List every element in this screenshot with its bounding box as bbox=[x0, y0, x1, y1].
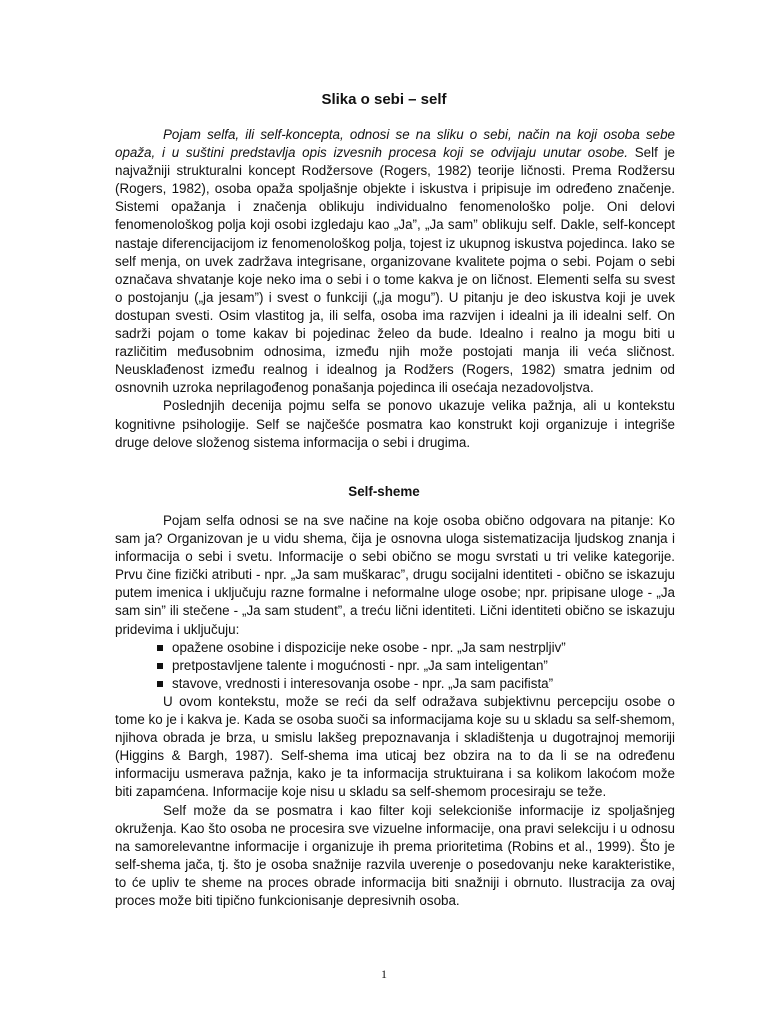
list-item: stavove, vrednosti i interesovanja osobe - npr. „Ja sam pacifista” bbox=[115, 675, 675, 693]
list-item: pretpostavljene talente i mogućnosti - npr. „Ja sam inteligentan” bbox=[115, 657, 675, 675]
page-number: 1 bbox=[381, 967, 387, 981]
square-bullet-icon bbox=[157, 663, 163, 669]
square-bullet-icon bbox=[157, 645, 163, 651]
section-heading-self-sheme: Self-sheme bbox=[348, 484, 420, 499]
lead-italic-sentence: Pojam selfa, ili self-koncepta, odnosi se na sliku o sebi, način na koji osoba sebe opaža, i u suštini predstavlja opis izvesnih procesa koji se odvijaju unutar osobe. bbox=[115, 127, 675, 161]
bullet-list bbox=[115, 639, 675, 693]
document-title: Slika o sebi – self bbox=[321, 91, 447, 108]
section-intro bbox=[115, 126, 675, 452]
section-self-sheme bbox=[115, 512, 675, 910]
square-bullet-icon bbox=[157, 681, 163, 687]
paragraph-cognitive: Poslednjih decenija pojmu selfa se ponovo ukazuje velika pažnja, ali u kontekstu kognitivne psihologije. Self se najčešće posmatra kao konstrukt koji organizuje i integriše druge delove složenog sistema informacija o sebi i drugima. bbox=[115, 398, 675, 450]
paragraph-self-filter: Self može da se posmatra i kao filter koji selekcioniše informacije iz spoljašnjeg okruženja. Kao što osoba ne procesira sve vizuelne informacije, ona pravi selekciju i u odnosu na samorelevantne informacije i organizuje ih prema prioritetima (Robins et al., 1999). Što je self-shema jača, tj. što je osoba snažnije razvila uverenje o posedovanju neke karakteristike, to će upliv te sheme na proces obrade informacija biti snažniji i obrnuto. Ilustracija za ovaj proces može biti tipično funkcionisanje depresivnih osoba. bbox=[115, 802, 675, 908]
paragraph-self-categories: Pojam selfa odnosi se na sve načine na koje osoba obično odgovara na pitanje: Ko sam ja? Organizovan je u vidu shema, čija je osnovna uloga sistematizacija ljudskog znanja i informacija o sebi i svetu. Informacije o sebi obično se mogu svrstati u tri velike kategorije. Prvu čine fizički atributi - npr. „Ja sam muškarac”, drugu socijalni identiteti - obično se iskazuju putem imenica i uključuju razne formalne i neformalne uloge osobe; npr. pripisane uloge - „Ja sam sin” ili stečene - „Ja sam student”, a treću lični identiteti. Lični identiteti obično se iskazuju pridevima i uključuju: bbox=[115, 513, 675, 637]
list-item: opažene osobine i dispozicije neke osobe - npr. „Ja sam nestrpljiv” bbox=[115, 639, 675, 657]
paragraph-text: Self je najvažniji strukturalni koncept Rodžersove (Rogers, 1982) teorije ličnosti. Prema Rodžersu (Rogers, 1982), osoba opaža spoljašnje objekte i iskustva i pripisuje im određeno značenje. Sistemi opažanja i značenja oblikuju individualno fenomenološko polje. Oni delovi fenomenološkog polja koji osobi izgledaju kao „Ja”, „Ja sam” oblikuju self. Dakle, self-koncept nastaje diferencijacijom iz fenomenološkog polja, tojest iz ukupnog iskustva pojedinca. Iako se self menja, on uvek zadržava integrisane, organizovane kvalitete pojma o sebi. Pojam o sebi označava shvatanje koje neko ima o sebi i o tome kakva je on ličnost. Elementi selfa su svest o postojanju („ja jesam”) i svest o funkciji („ja mogu”). U pitanju je deo iskustva koji je uvek dostupan svesti. Osim vlastitog ja, ili selfa, osoba ima razvijen i idealni ja ili idealni self. On sadrži pojam o tome kakav bi pojedinac želeo da bude. Idealno i realno ja mogu biti u različitim međusobnim odnosima, između njih može postojati manja ili veća sličnost. Neusklađenost između realnog i idealnog ja Rodžers (Rogers, 1982) smatra jednim od osnovnih uzroka neprilagođenog ponašanja pojedinca ili osećaja nezadovoljstva. bbox=[115, 145, 676, 396]
paragraph-subjective-perception: U ovom kontekstu, može se reći da self odražava subjektivnu percepciju osobe o tome ko je i kakva je. Kada se osoba suoči sa informacijama koje su u skladu sa self-shemom, njihova obrada je brza, u smislu lakšeg prepoznavanja i skladištenja u dugotrajnoj memoriji (Higgins & Bargh, 1987). Self-shema ima uticaj bez obzira na to da li se na određenu informaciju usmerava pažnja, kako je ta informacija struktuirana i sa kolikom lakoćom može biti zapamćena. Informacije koje nisu u skladu sa self-shemom procesiraju se teže. bbox=[115, 693, 675, 800]
paragraph-self-concept bbox=[115, 126, 675, 397]
